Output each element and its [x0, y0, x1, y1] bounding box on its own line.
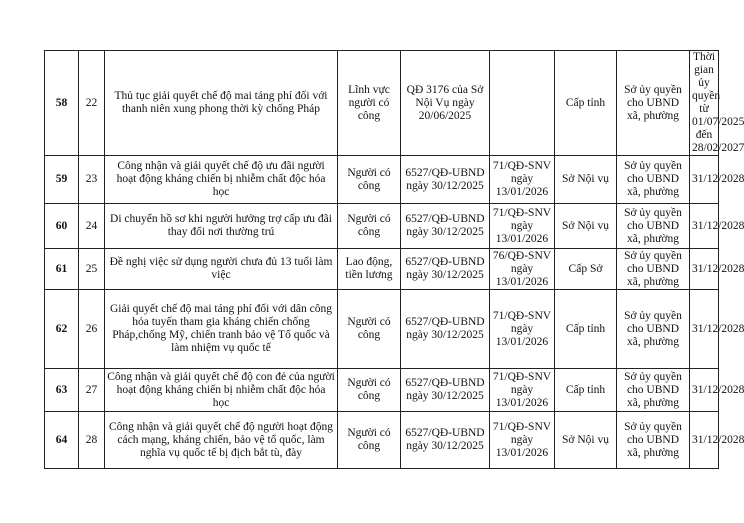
- decision-cell: 6527/QĐ-UBND ngày 30/12/2025: [401, 249, 490, 290]
- level-cell: Sở Nội vụ: [555, 412, 617, 469]
- field-cell: Người có công: [338, 369, 401, 412]
- table-row: [45, 204, 719, 249]
- procedure-number: 27: [79, 369, 105, 412]
- procedure-name: Giải quyết chế độ mai táng phí đối với dân công hỏa tuyến tham gia kháng chiến chống Pháp,chống Mỹ, chiến tranh bảo vệ Tổ quốc và làm nhiệm vụ quốc tế: [105, 290, 338, 369]
- snv-decision-cell: 71/QĐ-SNV ngày 13/01/2026: [490, 290, 555, 369]
- decision-cell: 6527/QĐ-UBND ngày 30/12/2025: [401, 369, 490, 412]
- period-cell: 31/12/2028: [690, 156, 719, 204]
- field-cell: Người có công: [338, 412, 401, 469]
- level-cell: Cấp tỉnh: [555, 290, 617, 369]
- procedure-number: 26: [79, 290, 105, 369]
- level-cell: Cấp tỉnh: [555, 369, 617, 412]
- decision-cell: 6527/QĐ-UBND ngày 30/12/2025: [401, 290, 490, 369]
- field-cell: Lao động, tiền lương: [338, 249, 401, 290]
- field-cell: Người có công: [338, 204, 401, 249]
- row-number: 58: [45, 51, 79, 156]
- procedure-name: Thủ tục giải quyết chế độ mai táng phí đối với thanh niên xung phong thời kỳ chống Pháp: [105, 51, 338, 156]
- table-row: [45, 412, 719, 469]
- decision-cell: 6527/QĐ-UBND ngày 30/12/2025: [401, 412, 490, 469]
- procedure-name: Công nhận và giải quyết chế độ con đẻ của người hoạt động kháng chiến bị nhiễm chất độc hóa học: [105, 369, 338, 412]
- delegate-cell: Sở ủy quyền cho UBND xã, phường: [617, 204, 690, 249]
- field-cell: Người có công: [338, 156, 401, 204]
- level-cell: Sở Nội vụ: [555, 156, 617, 204]
- delegate-cell: Sở ủy quyền cho UBND xã, phường: [617, 290, 690, 369]
- delegate-cell: Sở ủy quyền cho UBND xã, phường: [617, 249, 690, 290]
- level-cell: Cấp Sở: [555, 249, 617, 290]
- row-number: 62: [45, 290, 79, 369]
- delegate-cell: Sở ủy quyền cho UBND xã, phường: [617, 51, 690, 156]
- procedure-name: Đề nghị việc sử dụng người chưa đủ 13 tuổi làm việc: [105, 249, 338, 290]
- snv-decision-cell: 71/QĐ-SNV ngày 13/01/2026: [490, 412, 555, 469]
- period-cell: 31/12/2028: [690, 249, 719, 290]
- period-cell: 31/12/2028: [690, 412, 719, 469]
- procedure-number: 25: [79, 249, 105, 290]
- table-body: [45, 51, 744, 469]
- snv-decision-cell: 71/QĐ-SNV ngày 13/01/2026: [490, 369, 555, 412]
- procedure-number: 24: [79, 204, 105, 249]
- snv-decision-cell: 71/QĐ-SNV ngày 13/01/2026: [490, 156, 555, 204]
- snv-decision-cell: 71/QĐ-SNV ngày 13/01/2026: [490, 204, 555, 249]
- procedures-table: [44, 50, 744, 469]
- decision-cell: QĐ 3176 của Sở Nội Vụ ngày 20/06/2025: [401, 51, 490, 156]
- table-row: [45, 369, 719, 412]
- table-row: [45, 290, 719, 369]
- level-cell: Sở Nội vụ: [555, 204, 617, 249]
- decision-cell: 6527/QĐ-UBND ngày 30/12/2025: [401, 156, 490, 204]
- delegate-cell: Sở ủy quyền cho UBND xã, phường: [617, 412, 690, 469]
- procedure-number: 23: [79, 156, 105, 204]
- row-number: 63: [45, 369, 79, 412]
- procedure-name: Công nhận và giải quyết chế độ ưu đãi người hoạt động kháng chiến bị nhiễm chất độc hóa học: [105, 156, 338, 204]
- decision-cell: 6527/QĐ-UBND ngày 30/12/2025: [401, 204, 490, 249]
- period-cell: 31/12/2028: [690, 290, 719, 369]
- table-row: [45, 249, 719, 290]
- delegate-cell: Sở ủy quyền cho UBND xã, phường: [617, 369, 690, 412]
- period-cell: Thời gian ủy quyền từ 01/07/2025 đến 28/02/2027: [690, 51, 719, 156]
- table-row: [45, 156, 719, 204]
- period-cell: 31/12/2028: [690, 204, 719, 249]
- row-number: 61: [45, 249, 79, 290]
- field-cell: Lĩnh vực người có công: [338, 51, 401, 156]
- row-number: 59: [45, 156, 79, 204]
- level-cell: Cấp tỉnh: [555, 51, 617, 156]
- delegate-cell: Sở ủy quyền cho UBND xã, phường: [617, 156, 690, 204]
- procedure-number: 22: [79, 51, 105, 156]
- period-cell: 31/12/2028: [690, 369, 719, 412]
- procedure-name: Công nhận và giải quyết chế độ người hoạt động cách mạng, kháng chiến, bảo vệ tổ quốc, làm nghĩa vụ quốc tế bị địch bắt tù, đày: [105, 412, 338, 469]
- table-row: [45, 51, 719, 156]
- snv-decision-cell: 76/QĐ-SNV ngày 13/01/2026: [490, 249, 555, 290]
- row-number: 60: [45, 204, 79, 249]
- procedure-name: Di chuyển hồ sơ khi người hưởng trợ cấp ưu đãi thay đổi nơi thường trú: [105, 204, 338, 249]
- procedure-number: 28: [79, 412, 105, 469]
- field-cell: Người có công: [338, 290, 401, 369]
- row-number: 64: [45, 412, 79, 469]
- snv-decision-cell: [490, 51, 555, 156]
